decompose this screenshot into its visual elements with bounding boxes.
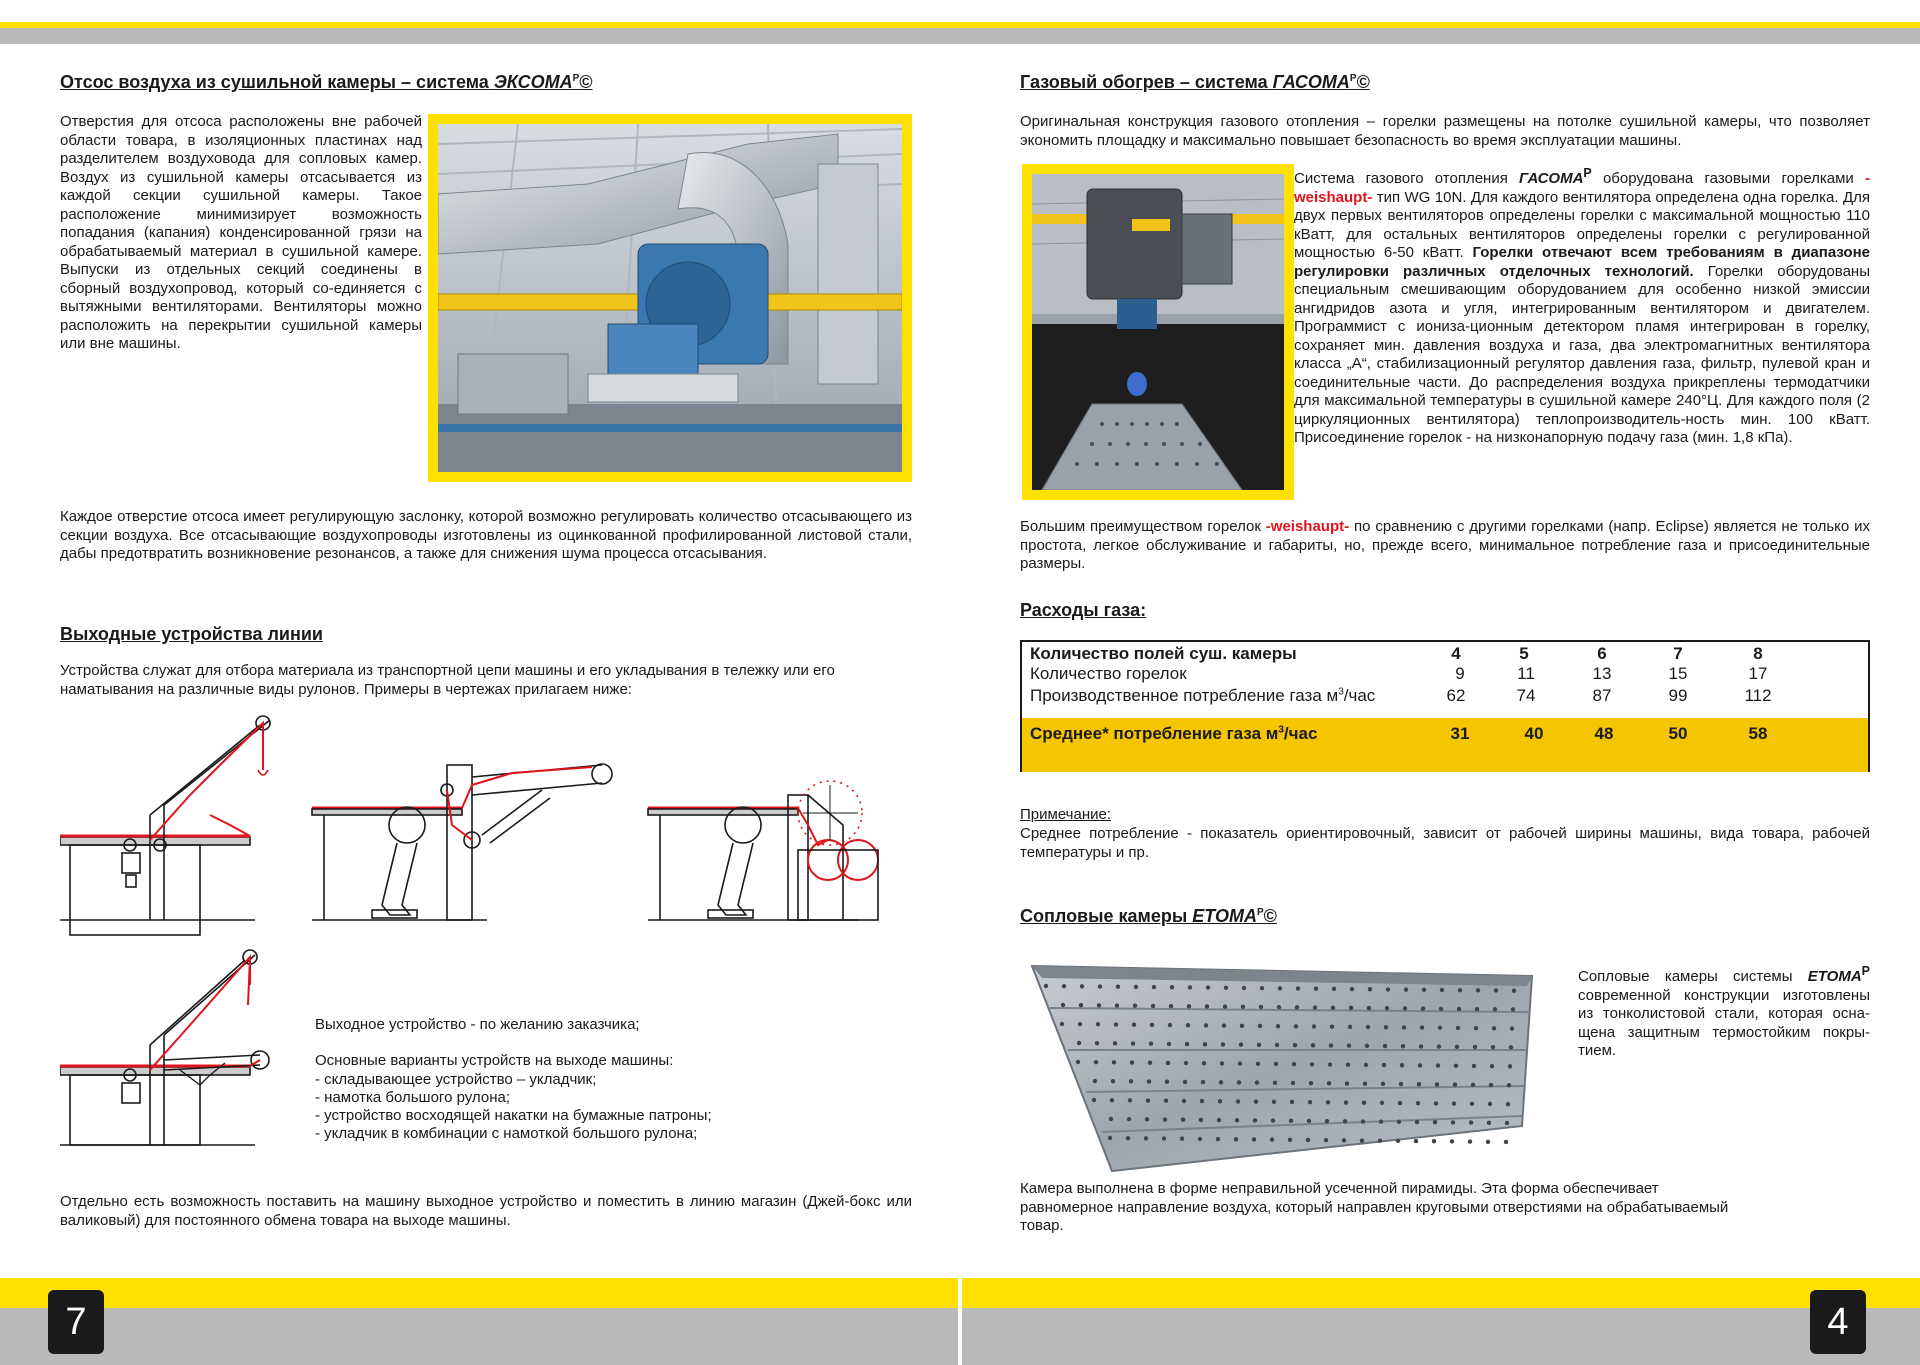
table-cell: 74 <box>1516 686 1536 705</box>
table-cell: 99 <box>1668 686 1688 705</box>
output-devices-final: Отдельно есть возможность поставить на машину выходное устройство и поместить в линию магазин (Джей-бокс или валиковый) для постоянного обмена товара на выходе машины. <box>60 1193 912 1229</box>
table-cell: 31 <box>1450 724 1470 743</box>
page-number-right: 4 <box>1810 1290 1866 1354</box>
output-variant-item: - укладчик в комбинации с намоткой большого рулона; <box>315 1125 698 1142</box>
page-number-left: 7 <box>48 1290 104 1354</box>
table-cell: 13 <box>1592 664 1612 683</box>
table-cell: 8 <box>1753 644 1763 663</box>
heading-output-devices: Выходные устройства линии <box>60 624 323 644</box>
table-cell: 50 <box>1668 724 1688 743</box>
output-variant-item: - устройство восходящей накатки на бумажные патроны; <box>315 1107 712 1124</box>
drawing-folder-roll <box>60 950 269 1145</box>
heading-gas-consumption: Расходы газа: <box>1020 600 1147 620</box>
heading-nozzle-chambers: Сопловые камеры $ЕТОМА^Р©$ <box>1020 906 1277 926</box>
table-cell: 17 <box>1748 664 1768 683</box>
table-row-label: Производственное потребление газа $м^3$/час <box>1030 686 1376 705</box>
table-cell: 5 <box>1519 644 1529 663</box>
nozzle-description: Сопловые камеры системы $ЕТОМА^Р$ современной конструкции изготовлены из тонколистовой стали, которая осна-щена защитным термостойким покры-тием. <box>1578 964 1870 1059</box>
table-row-label: Количество полей суш. камеры <box>1030 644 1297 663</box>
table-cell: 11 <box>1517 664 1535 683</box>
output-device-note: Выходное устройство - по желанию заказчика; <box>315 1016 640 1033</box>
drawing-tube-batcher <box>648 781 878 920</box>
output-variant-item: - складывающее устройство – укладчик; <box>315 1071 597 1088</box>
exhaust-paragraph-2: Каждое отверстие отсоса имеет регулирующую заслонку, которой возможно регулировать количество отсасывающего из секции воздуха. Все отсасывающие воздухопроводы изготовлены из оцинкованной профилированной листовой стали, дабы предотвратить возникновение резонансов, а также для снижения шума процесса отсасывания. <box>60 508 912 562</box>
nozzle-chamber-image <box>1022 946 1542 1176</box>
table-cell: 40 <box>1524 724 1544 743</box>
heading-gas-heating: Газовый обогрев – система $ГАСОМА^Р©$ <box>1020 72 1370 92</box>
table-row-label: Среднее* потребление газа $м^3$/час <box>1030 724 1318 743</box>
drawing-large-roll <box>312 764 612 920</box>
table-cell: 9 <box>1455 664 1465 683</box>
table-cell: 7 <box>1673 644 1683 663</box>
table-cell: 62 <box>1446 686 1466 705</box>
nozzle-shape-description: Камера выполнена в форме неправильной усеченной пирамиды. Эта форма обеспечивает равномерное направление воздуха, который направлен круговыми отверстиями на обрабатываемый товар. <box>1020 1180 1729 1234</box>
burner-photo <box>1022 164 1294 500</box>
weishaupt-advantage: Большим преимуществом горелок -weishaupt- по сравнению с другими горелками (напр. Eclipse) является не только их простота, легкое обслуживание и габариты, но, прежде всего, минимальное потребление газа и присоединительные размеры. <box>1020 518 1870 572</box>
table-cell: 58 <box>1748 724 1768 743</box>
exhaust-paragraph-1: Отверстия для отсоса расположены вне рабочей области товара, в изоляционных пластинах над разделителем воздуховода для сопловых камер. Воздух из сушильной камеры отсасывается из каждой секции сушильной камеры. Такое расположение минимизирует возможность попадания (капания) конденсированной грязи на обрабатываемый материал в сушильной камере. Выпуски из отдельных секций соединены в сборный воздухопровод, который со-единяется с вытяжными вентиляторами. Вентиляторы можно расположить на перекрытии сушильной камеры или вне машины. <box>60 113 422 352</box>
gas-system-description: Система газового отопления $ГАСОМА^Р$ оборудована газовыми горелками -weishaupt- тип WG 10N. Для каждого вентилятора определена одна горелка. Для двух первых вентиляторов определены горелки с максимальной мощностью 110 кВатт, для остальных вентиляторов определены горелки с регулированной мощностью 6-50 кВатт. Горелки отвечают всем требованиям в диапазоне регулировки различных отделочных технологий. Горелки оборудованы специальным смешивающим оборудованием для особенно низкой эмиссии ангидридов азота и угля, интегрированным вентилятором и двигателем. Программист с иониза-ционным детектором пламя интегрирован в горелку, сохраняет мин. давления воздуха и газа, два электромагнитных вентилятора класса „A“, стабилизационный регулятор давления газа, фильтр, пулевой кран и соединительные части. До распределения воздуха прикреплены термодатчики для максимальной температуры в сушильной камере 240°Ц. Для каждого поля (2 циркуляционных вентилятора) теплопроизводитель-ность мин. 100 кВатт. Присоединение горелок - на низконапорную подачу газа (мин. 1,8 кПа). <box>1294 166 1870 446</box>
table-cell: 87 <box>1592 686 1612 705</box>
note-text: Среднее потребление - показатель ориентировочный, зависит от рабочей ширины машины, вида товара, рабочей температуры и пр. <box>1020 825 1870 861</box>
page-divider <box>958 1278 962 1365</box>
gas-intro: Оригинальная конструкция газового отопления – горелки размещены на потолке сушильной камеры, что позволяет экономить площадку и максимально повышает безопасность во время эксплуатации машины. <box>1020 113 1870 149</box>
table-cell: 6 <box>1597 644 1607 663</box>
table-cell: 48 <box>1594 724 1614 743</box>
table-cell: 15 <box>1668 664 1688 683</box>
duct-photo <box>428 114 912 482</box>
heading-exhaust: Отсос воздуха из сушильной камеры – система $ЭКСОМА^Р©$ <box>60 72 593 92</box>
gas-consumption-table <box>1020 640 1870 772</box>
drawing-folder <box>60 716 270 935</box>
table-cell: 112 <box>1744 686 1772 705</box>
output-variants-title: Основные варианты устройств на выходе машины: <box>315 1052 674 1069</box>
burner-illustration <box>1032 174 1284 490</box>
output-variant-item: - намотка большого рулона; <box>315 1089 510 1106</box>
table-row-label: Количество горелок <box>1030 664 1187 683</box>
duct-illustration <box>438 124 902 472</box>
output-devices-intro: Устройства служат для отбора материала из транспортной цепи машины и его укладывания в тележку или его наматывания на различные виды рулонов. Примеры в чертежах прилагаем ниже: <box>60 662 835 698</box>
table-cell: 4 <box>1451 644 1461 663</box>
note-label: Примечание: <box>1020 806 1111 823</box>
top-gray-band <box>0 28 1920 44</box>
